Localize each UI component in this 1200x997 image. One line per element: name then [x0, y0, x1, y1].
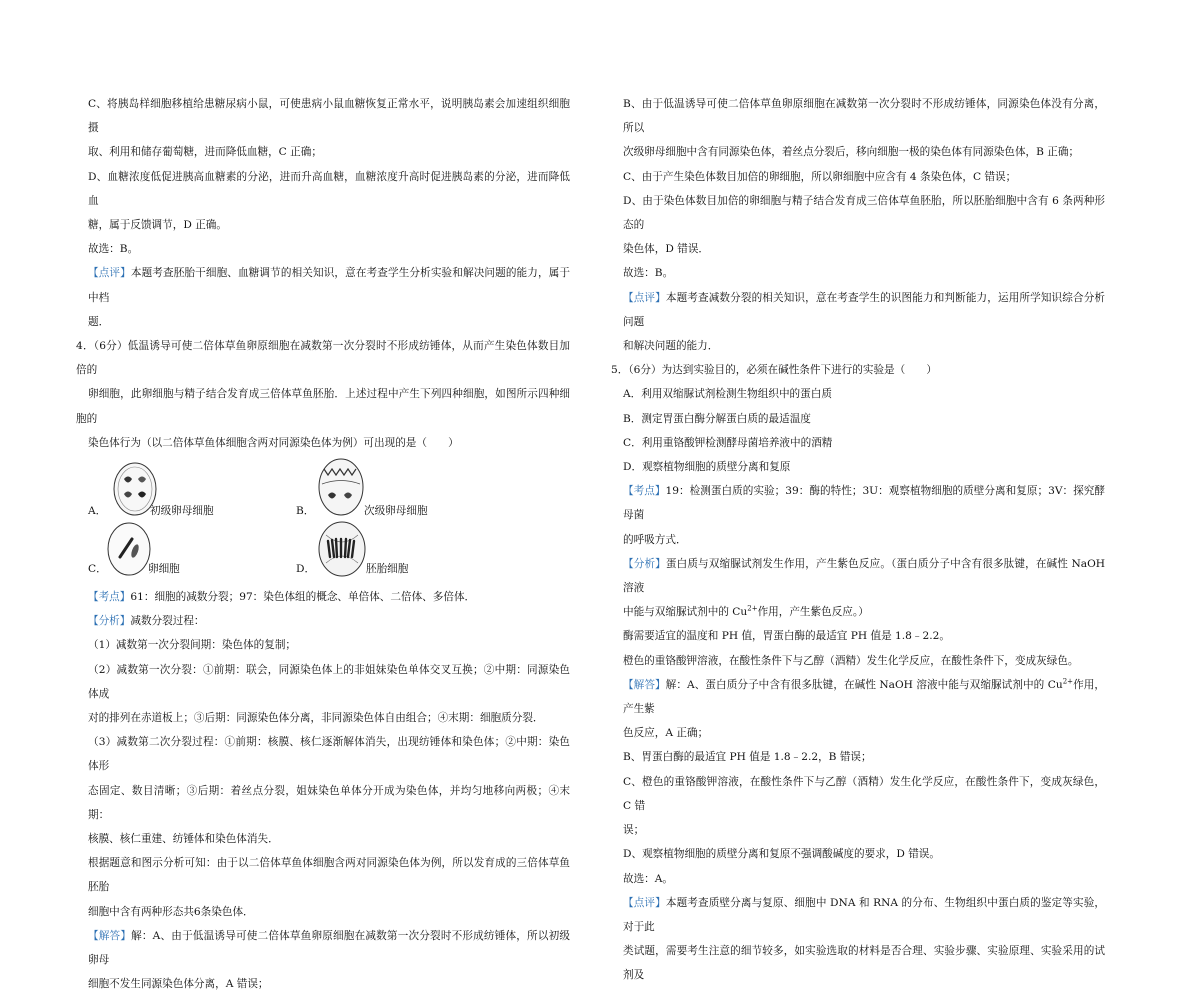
figure-b-caption: 次级卵母细胞	[364, 505, 428, 518]
figure-c-caption: 卵细胞	[148, 563, 180, 576]
comment-4: 【点评】本题考查减数分裂的相关知识，意在考查学生的识图能力和判断能力，运用所学知识综合分析问题 和解决问题的能力．	[623, 291, 1106, 353]
comment-5: 【点评】本题考查质壁分离与复原、细胞中 DNA 和 RNA 的分布、生物组织中蛋白质的鉴定等实验，对于此 类试题，需要考生注意的细节较多，如实验选取的材料是否合理、实验步骤、实验原理、实验采用的试剂及	[623, 896, 1105, 982]
analysis-5: 【分析】蛋白质与双缩脲试剂发生作用，产生紫色反应。（蛋白质分子中含有很多肽键，在碱性 NaOH 溶液 中能与双缩脲试剂中的 $Cu^{2+}$作用，产生紫色反应。）	[623, 557, 1106, 619]
embryo-cell-drawing	[316, 519, 368, 579]
analysis-step-2: （2）减数第一次分裂：①前期：联会，同源染色体上的非姐妹染色单体交叉互换；②中期：同源染色体成 对的排列在赤道板上；③后期：同源染色体分离，非同源染色体自由组合；④末期：细胞质分裂．	[88, 663, 570, 725]
analysis-step-3: （3）减数第二次分裂过程：①前期：核膜、核仁逐渐解体消失，出现纺锤体和染色体；②中期：染色体形 态固定、数目清晰；③后期：着丝点分裂，姐妹染色单体分开成为染色体，并均匀地移向两极；④末期： 核膜、核仁重建、纺锤体和染色体消失．	[88, 736, 570, 846]
comment-paragraph: 【点评】本题考查胚胎干细胞、血糖调节的相关知识，意在考查学生分析实验和解决问题的能力，属于中档 题．	[88, 267, 571, 328]
solution-a: 【解答】解：A、由于低温诱导可使二倍体草鱼卵原细胞在减数第一次分裂时不形成纺锤体，所以初级卵母 细胞不发生同源染色体分离，A 错误；	[88, 929, 570, 991]
analysis-step-1: （1）减数第一次分裂间期：染色体的复制；	[88, 639, 297, 652]
solution-5-d: D、观察植物细胞的质壁分离和复原不强调酸碱度的要求，D 错误。	[623, 848, 940, 861]
solution-d: D、由于染色体数目加倍的卵细胞与精子结合发育成三倍体草鱼胚胎，所以胚胎细胞中含有 6 条两种形态的 染色体，D 错误．	[623, 194, 1105, 256]
solution-5-b: B、胃蛋白酶的最适宜 PH 值是 1.8﹣2.2，B 错误；	[623, 751, 872, 764]
option-d: D．观察植物细胞的质壁分离和复原	[623, 461, 791, 474]
question-4: 4．（6分）低温诱导可使二倍体草鱼卵原细胞在减数第一次分裂时不形成纺锤体，从而产生染色体数目加倍的 卵细胞，此卵细胞与精子结合发育成三倍体草鱼胚胎．上述过程中产生下列四种细胞，如图所示四种细胞的 染色体行为（以二倍体草鱼体细胞含两对同源染色体为例）可出现的是（ ）	[76, 340, 570, 449]
cell-figures: A． 初级卵母细胞 B． 次级卵母细胞 C． 卵细胞 D． 胚胎细胞	[88, 457, 570, 585]
analysis-conclusion: 根据题意和图示分析可知：由于以二倍体草鱼体细胞含两对同源染色体为例，所以发育成的三倍体草鱼胚胎 细胞中含有两种形态共6条染色体．	[88, 857, 570, 918]
option-c: C．利用重铬酸钾检测酵母菌培养液中的酒精	[623, 436, 833, 449]
right-column	[611, 92, 1106, 988]
secondary-oocyte-drawing	[316, 457, 366, 517]
solution-5-a: 【解答】解：A、蛋白质分子中含有很多肽键，在碱性 NaOH 溶液中能与双缩脲试剂中的 $Cu^{2+}$作用，产生紫 色反应，A 正确；	[623, 677, 1106, 740]
analysis-5-enzyme: 酶需要适宜的温度和 PH 值，胃蛋白酶的最适宜 PH 值是 1.8﹣2.2。	[623, 630, 950, 643]
analysis-heading: 【分析】减数分裂过程：	[88, 615, 205, 628]
key-points-5: 【考点】19：检测蛋白质的实验；39：酶的特性；3U：观察植物细胞的质壁分离和复原；3V：探究酵母菌 的呼吸方式．	[623, 485, 1105, 546]
egg-cell-drawing	[106, 521, 152, 577]
option-b: B．测定胃蛋白酶分解蛋白质的最适温度	[623, 412, 811, 425]
analysis-5-dichromate: 橙色的重铬酸钾溶液，在酸性条件下与乙醇（酒精）发生化学反应，在酸性条件下，变成灰绿色。	[623, 654, 1079, 667]
answer-line-4: 故选：B。	[623, 267, 674, 280]
option-c-explanation: C、将胰岛样细胞移植给患糖尿病小鼠，可使患病小鼠血糖恢复正常水平，说明胰岛素会加速组织细胞摄 取、利用和储存葡萄糖，进而降低血糖，C 正确；	[88, 98, 570, 159]
answer-line: 故选：B。	[88, 243, 139, 256]
question-5: 5．（6分）为达到实验目的，必须在碱性条件下进行的实验是（ ）	[611, 364, 937, 377]
solution-b: B、由于低温诱导可使二倍体草鱼卵原细胞在减数第一次分裂时不形成纺锤体，同源染色体没有分离，所以 次级卵母细胞中含有同源染色体，着丝点分裂后，移向细胞一极的染色体有同源染色体，B 正确；	[623, 98, 1105, 159]
answer-line-5: 故选：A。	[623, 872, 674, 885]
solution-c: C、由于产生染色体数目加倍的卵细胞，所以卵细胞中应含有 4 条染色体，C 错误；	[623, 170, 1017, 183]
figure-d-caption: 胚胎细胞	[366, 563, 409, 576]
option-d-explanation: D、血糖浓度低促进胰高血糖素的分泌，进而升高血糖，血糖浓度升高时促进胰岛素的分泌，进而降低血 糖，属于反馈调节，D 正确。	[88, 170, 570, 232]
left-column	[76, 92, 571, 997]
key-points: 【考点】61：细胞的减数分裂；97：染色体组的概念、单倍体、二倍体、多倍体．	[88, 591, 476, 604]
option-a: A．利用双缩脲试剂检测生物组织中的蛋白质	[623, 388, 832, 401]
figure-a-caption: 初级卵母细胞	[150, 505, 214, 518]
solution-5-c: C、橙色的重铬酸钾溶液，在酸性条件下与乙醇（酒精）发生化学反应，在酸性条件下，变成灰绿色，C 错 误；	[623, 775, 1105, 837]
